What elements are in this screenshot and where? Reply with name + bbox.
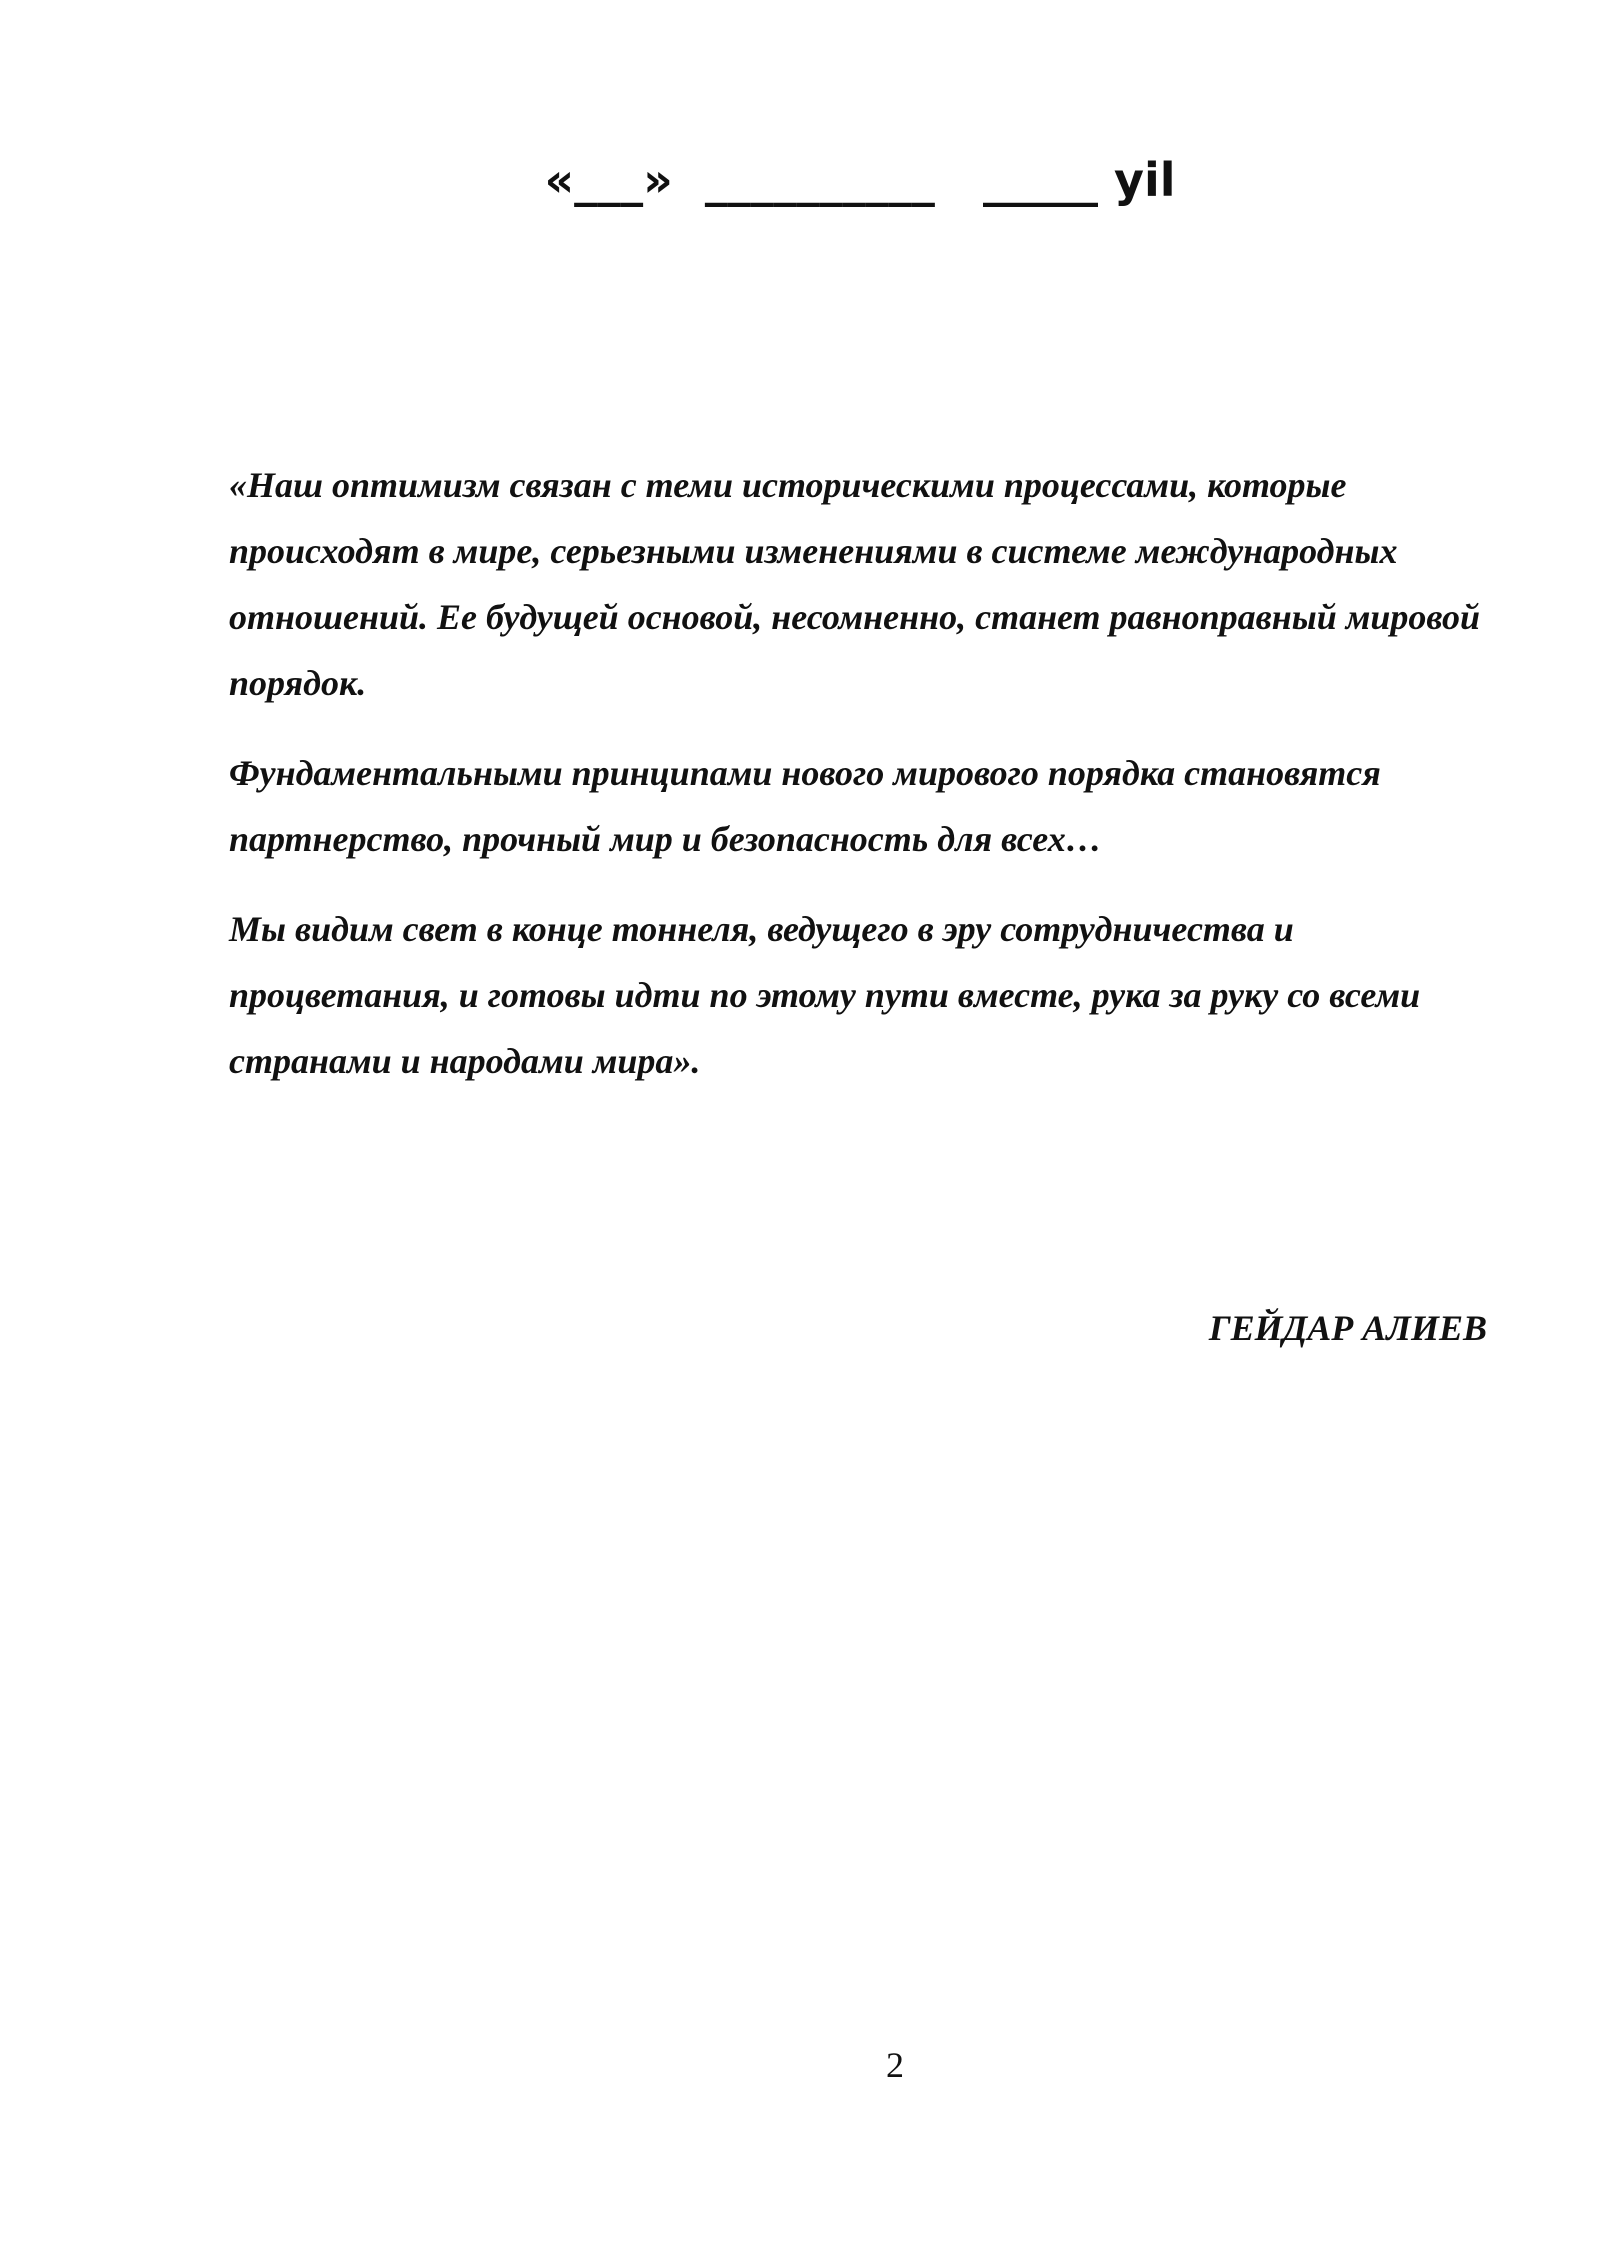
page-number: 2	[886, 2045, 904, 2085]
quote-paragraph-3: Мы видим свет в конце тоннеля, ведущего в эру сотрудничества и процветания, и готовы идти по этому пути вместе, рука за руку со всеми странами и народами мира».	[229, 909, 1421, 1081]
quote-paragraph-1: «Наш оптимизм связан с теми историческими процессами, которые происходят в мире, серьезными изменениями в системе международных отношений. Ее будущей основой, несомненно, станет равноправный мировой порядок.	[229, 465, 1481, 703]
quote-paragraph-2: Фундаментальными принципами нового мирового порядка становятся партнерство, прочный мир и безопасность для всех…	[229, 753, 1381, 859]
quote-author: ГЕЙДАР АЛИЕВ	[1208, 1308, 1487, 1348]
quote-block	[229, 452, 1509, 1118]
date-line: «___» __________ _____ yil	[544, 153, 1176, 207]
